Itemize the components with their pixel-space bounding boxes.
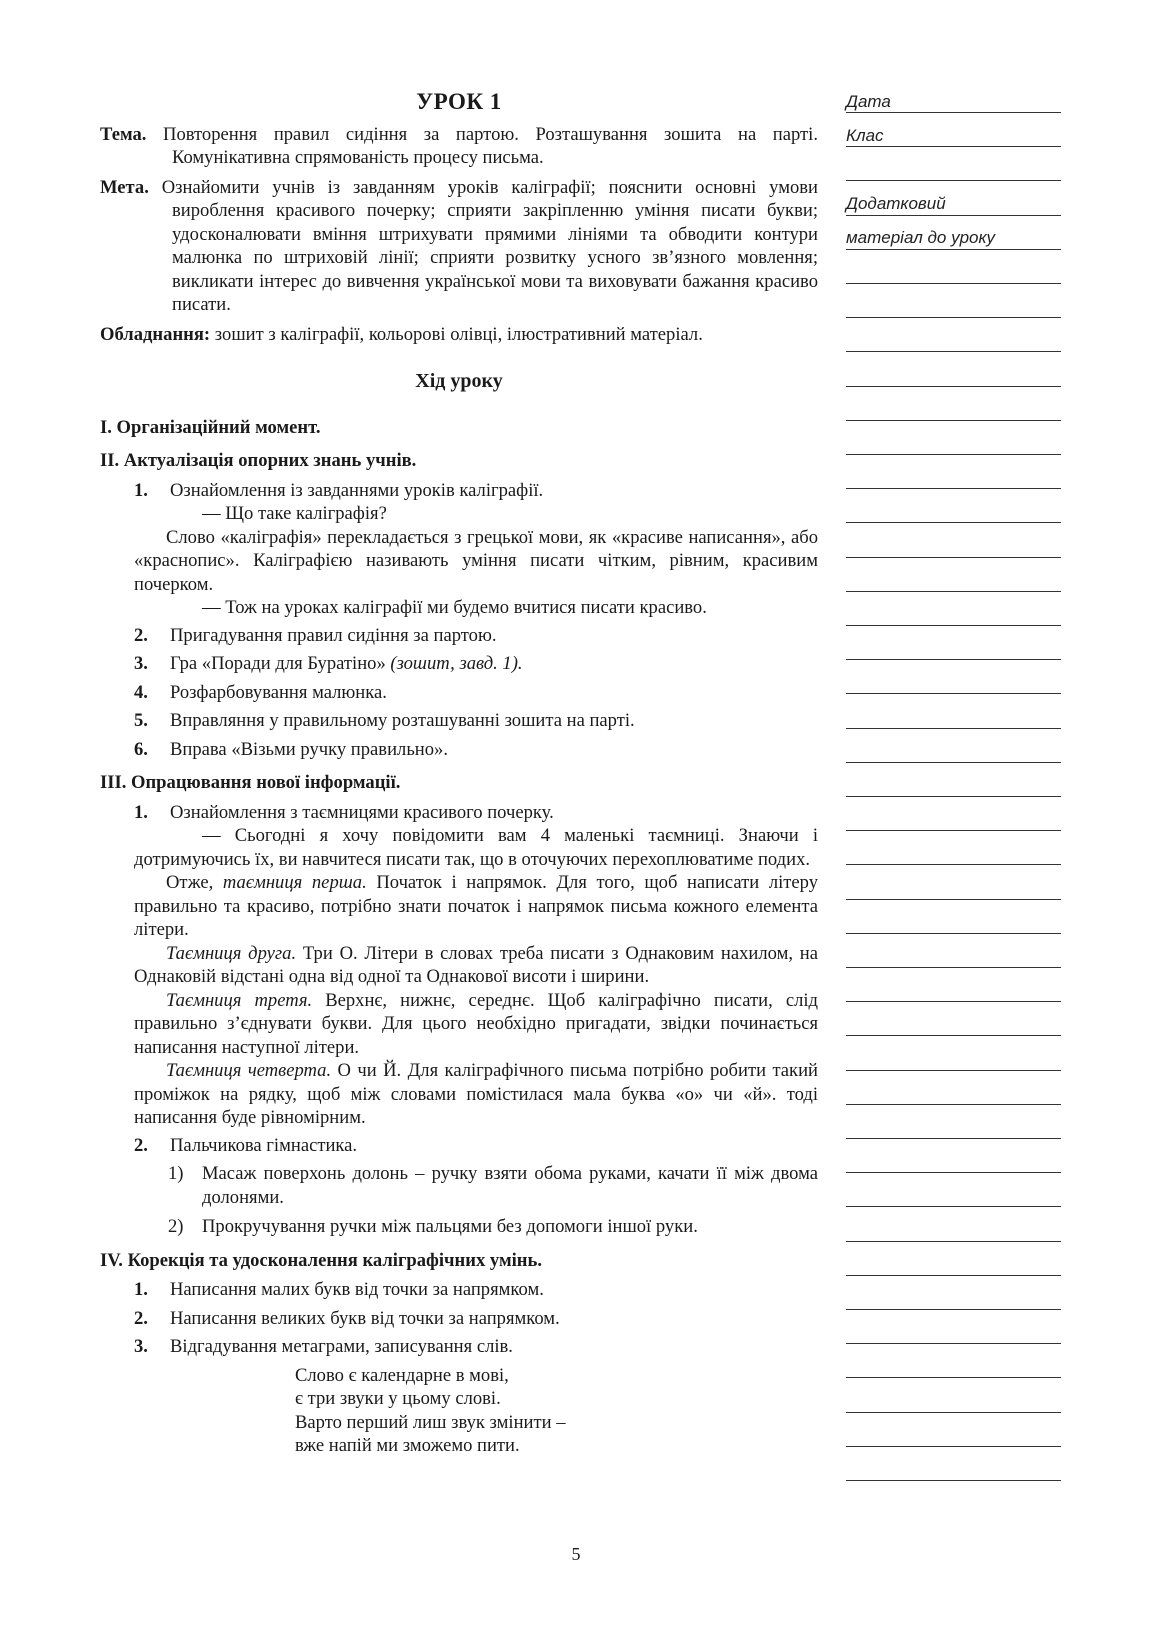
secret-text: Верхнє, нижнє, середнє. Щоб каліграфічно писати, слід правильно з’єднувати букви. Для цього необхідно пригадати, звідки починається написання наступної літери. [134, 989, 819, 1058]
goal-text: Ознайомити учнів із завданням уроків каліграфії; пояснити основні умови вироблення красивого почерку; сприяти закріпленню уміння писати букви; удосконалювати вміння штрихувати прямими лініями та обводити контури малюнка по штриховій лінії; сприяти розвитку усного зв’язного мовлення; викликати інтерес до вивчення української мови та виховувати бажання красиво писати. [161, 176, 818, 315]
note-line [846, 1035, 1061, 1036]
topic-label: Тема. [100, 123, 147, 145]
list-item [100, 479, 818, 503]
item-text: Гра «Поради для Буратіно» [170, 653, 386, 674]
list-item [100, 801, 818, 825]
note-line [846, 1241, 1061, 1242]
item-number: 1. [134, 801, 148, 823]
equipment-text: зошит з каліграфії, кольорові олівці, ілюстративний матеріал. [214, 323, 703, 345]
item-text: Пригадування правил сидіння за партою. [170, 624, 497, 646]
sub-item-number: 2) [168, 1216, 184, 1237]
note-line [846, 864, 1061, 865]
list-item [100, 652, 818, 676]
body-paragraph: — Сьогодні я хочу повідомити вам 4 маленькі таємниці. Знаючи і дотримуючись їх, ви навчитеся писати так, що в оточуючих перехоплюватиме подих. [134, 825, 818, 870]
note-line [846, 1480, 1061, 1481]
item-text-wrap [170, 652, 818, 676]
item-number: 3. [134, 1336, 148, 1357]
body-paragraph: — Тож на уроках каліграфії ми будемо вчитися писати красиво. [202, 597, 707, 618]
list-item [100, 624, 818, 648]
topic-paragraph [100, 123, 818, 170]
note-line [846, 933, 1061, 934]
list-item [100, 709, 818, 733]
list-item [100, 1307, 818, 1331]
note-line [846, 454, 1061, 455]
lesson-content [100, 90, 818, 1458]
note-line [846, 1275, 1061, 1276]
equipment-paragraph [100, 323, 818, 347]
note-line [846, 317, 1061, 318]
note-line [846, 1172, 1061, 1173]
note-line [846, 762, 1061, 763]
note-line [846, 728, 1061, 729]
item-text: Написання малих букв від точки за напрямком. [170, 1279, 544, 1300]
item-body [100, 502, 818, 620]
secret-paragraph [134, 942, 818, 989]
note-line [846, 1104, 1061, 1105]
date-label: Дата [846, 92, 891, 111]
sub-item [100, 1215, 818, 1239]
extra-material-label-1: Додатковий [846, 194, 946, 213]
secret-text: О чи Й. Для каліграфічного письма потрібно робити такий проміжок на рядку, щоб між словами помістилася мала буква «о» чи «й». тоді написання буде рівномірним. [134, 1060, 818, 1128]
item-number: 1. [134, 1279, 148, 1300]
item-number: 3. [134, 653, 148, 674]
list-item [100, 1134, 818, 1158]
sub-item-text: Прокручування ручки між пальцями без допомоги іншої руки. [202, 1216, 698, 1237]
note-line [846, 591, 1061, 592]
poem-line: Варто перший лиш звук змінити – [295, 1411, 566, 1433]
question-line: — Що таке каліграфія? [202, 503, 387, 524]
note-line [846, 625, 1061, 626]
list-item [100, 738, 818, 762]
secret-title: Таємниця друга. [166, 942, 297, 964]
item-number: 1. [134, 479, 148, 501]
note-line [846, 351, 1061, 352]
extra-material-label-2: матеріал до уроку [846, 228, 996, 247]
lesson-progress-heading: Хід уроку [415, 370, 503, 392]
note-line [846, 830, 1061, 831]
secret-text: Три О. Літери в словах треба писати з Однаковим нахилом, на Однаковій відстані одна від одної та Однакової висоти і ширини. [134, 942, 818, 987]
item-body [100, 824, 818, 1130]
note-line [846, 420, 1061, 421]
note-line [846, 1206, 1061, 1207]
note-line [846, 1309, 1061, 1310]
item-number: 2. [134, 1307, 148, 1329]
item-text: Ознайомлення із завданнями уроків каліграфії. [170, 479, 544, 501]
item-number: 6. [134, 738, 148, 760]
goal-label: Мета. [100, 176, 149, 198]
goal-paragraph [100, 176, 818, 317]
secret-paragraph [134, 989, 818, 1060]
note-line [846, 1001, 1061, 1002]
note-line [846, 659, 1061, 660]
note-line [846, 967, 1061, 968]
item-text: Пальчикова гімнастика. [170, 1134, 358, 1156]
poem-line: є три звуки у цьому слові. [295, 1388, 501, 1409]
secret-paragraph [134, 871, 818, 942]
poem-line: вже напій ми зможемо пити. [295, 1435, 520, 1456]
page-number: 5 [571, 1544, 581, 1564]
note-line [846, 146, 1061, 147]
section-heading-1: I. Організаційний момент. [100, 416, 321, 438]
note-line [846, 522, 1061, 523]
equipment-label: Обладнання: [100, 323, 211, 345]
note-line [846, 899, 1061, 900]
note-line [846, 249, 1061, 250]
body-paragraph: Слово «каліграфія» перекладається з грецької мови, як «красиве написання», або «краснопис». Каліграфією називають уміння писати чітким, рівним, красивим почерком. [134, 526, 818, 595]
note-line [846, 1412, 1061, 1413]
list-item [100, 1278, 818, 1302]
poem-line: Слово є календарне в мові, [295, 1364, 509, 1386]
note-line [846, 1377, 1061, 1378]
sub-item-text: Масаж поверхонь долонь – ручку взяти обома руками, качати її між двома долонями. [202, 1163, 818, 1208]
secret-lead: Отже, [166, 872, 214, 893]
item-number: 2. [134, 1134, 148, 1156]
item-text: Вправа «Візьми ручку правильно». [170, 738, 448, 760]
class-label: Клас [846, 126, 884, 145]
note-line [846, 693, 1061, 694]
section-heading-4: IV. Корекція та удосконалення каліграфічних умінь. [100, 1249, 542, 1271]
item-text: Розфарбовування малюнка. [170, 681, 387, 703]
item-number: 2. [134, 624, 148, 646]
item-number: 5. [134, 710, 148, 731]
secret-title: Таємниця третя. [166, 989, 313, 1011]
note-line [846, 180, 1061, 181]
note-line [846, 386, 1061, 387]
note-line [846, 1070, 1061, 1071]
note-line [846, 1343, 1061, 1344]
sub-item [100, 1162, 818, 1209]
note-line [846, 488, 1061, 489]
list-item [100, 1335, 818, 1359]
note-line [846, 112, 1061, 113]
secret-title: таємниця перша. [222, 872, 367, 893]
riddle-poem [100, 1364, 818, 1458]
secret-text: Початок і напрямок. Для того, щоб написати літеру правильно та красиво, потрібно знати початок і напрямок письма кожного елемента літери. [134, 872, 818, 940]
item-text: Відгадування метаграми, записування слів. [170, 1336, 513, 1357]
note-line [846, 283, 1061, 284]
item-text: Написання великих букв від точки за напрямком. [170, 1307, 560, 1329]
secret-paragraph [134, 1059, 818, 1130]
lesson-title: УРОК 1 [416, 89, 502, 114]
topic-text: Повторення правил сидіння за партою. Розташування зошита на парті. Комунікативна спрямованість процесу письма. [163, 123, 818, 168]
sub-item-number: 1) [168, 1163, 184, 1184]
section-heading-3: III. Опрацювання нової інформації. [100, 772, 401, 793]
item-text: Вправляння у правильному розташуванні зошита на парті. [170, 710, 635, 731]
note-line [846, 215, 1061, 216]
note-line [846, 557, 1061, 558]
secret-title: Таємниця четверта. [166, 1060, 332, 1081]
note-line [846, 796, 1061, 797]
section-heading-2: II. Актуалізація опорних знань учнів. [100, 450, 417, 471]
item-number: 4. [134, 681, 148, 703]
list-item [100, 681, 818, 705]
note-line [846, 1138, 1061, 1139]
item-reference: (зошит, завд. 1). [390, 653, 523, 674]
note-line [846, 1446, 1061, 1447]
item-text: Ознайомлення з таємницями красивого почерку. [170, 801, 554, 823]
